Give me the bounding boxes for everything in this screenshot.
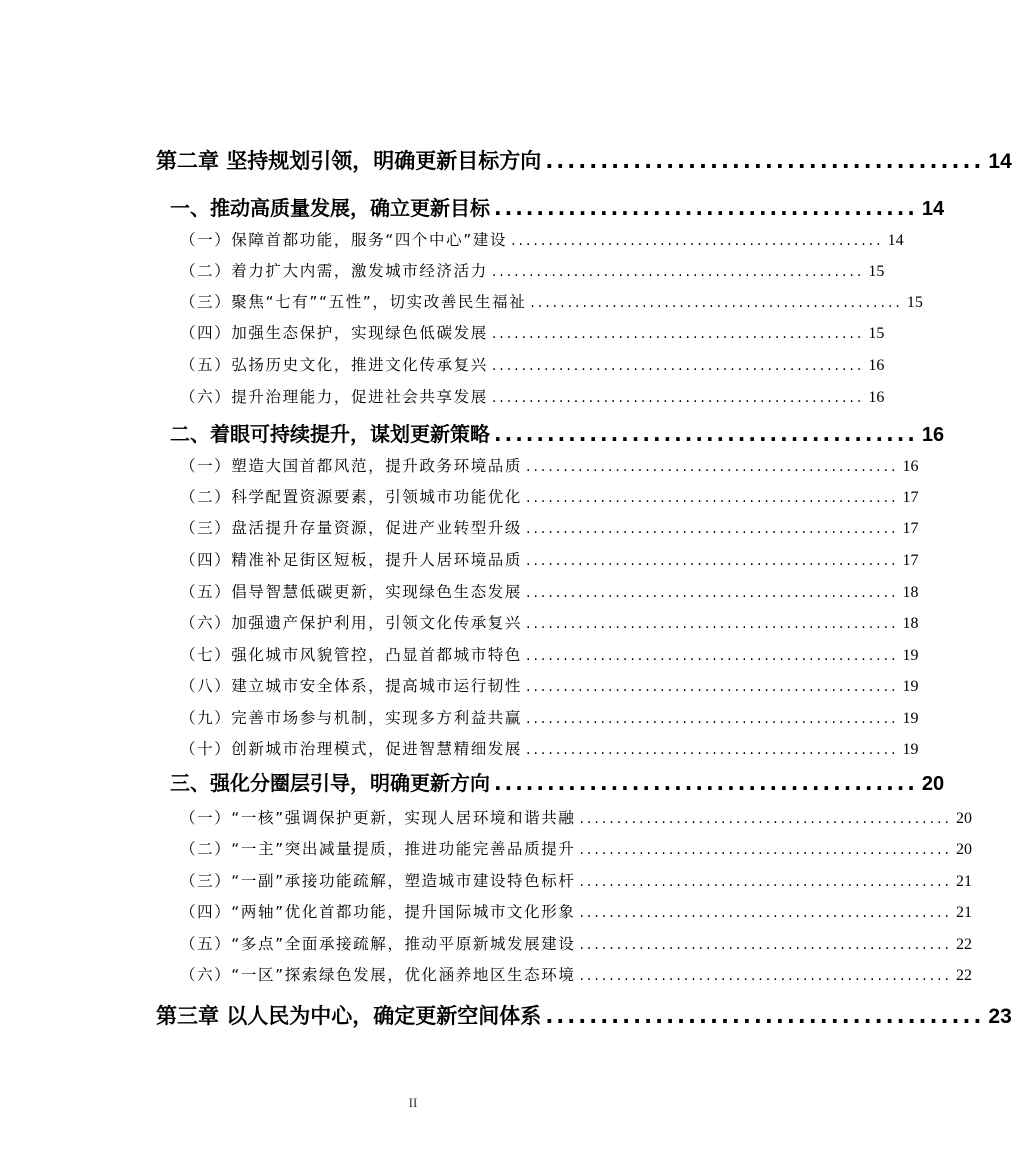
toc-entry-page: 22 — [955, 936, 972, 953]
toc-entry-title: （六）“一区”探索绿色发展，优化涵养地区生态环境 — [180, 966, 576, 984]
toc-entry-title: （一）“一核”强调保护更新，实现人居环境和谐共融 — [180, 809, 576, 827]
toc-entry-title: 第三章 以人民为中心，确定更新空间体系 — [156, 1004, 542, 1028]
toc-entry-page: 17 — [902, 489, 919, 506]
toc-leader-dots: .................................................. — [511, 233, 884, 249]
toc-item[interactable] — [180, 353, 885, 377]
toc-entry-title: 第二章 坚持规划引领，明确更新目标方向 — [156, 149, 542, 173]
toc-leader-dots: .................................................. — [526, 679, 899, 695]
toc-leader-dots: .................................................. — [579, 937, 952, 953]
toc-leader-dots: .................................................. — [579, 811, 952, 827]
toc-leader-dots: .................................................. — [526, 459, 899, 475]
toc-leader-dots: .................................................. — [526, 742, 899, 758]
toc-leader-dots: .................................................. — [579, 968, 952, 984]
toc-item[interactable] — [180, 643, 919, 667]
toc-entry-title: 三、强化分圈层引导，明确更新方向 — [170, 771, 490, 795]
toc-leader-dots: .................................................. — [579, 842, 952, 858]
toc-entry-page: 21 — [955, 904, 972, 921]
toc-entry-page: 18 — [902, 584, 919, 601]
toc-entry-title: （五）弘扬历史文化，推进文化传承复兴 — [180, 356, 488, 374]
toc-leader-dots: .................................................. — [579, 874, 952, 890]
toc-entry-page: 20 — [955, 810, 972, 827]
toc-item[interactable] — [180, 932, 972, 956]
toc-item[interactable] — [180, 228, 904, 252]
toc-entry-page: 19 — [902, 741, 919, 758]
toc-entry-title: （八）建立城市安全体系，提高城市运行韧性 — [180, 677, 523, 695]
toc-entry-title: （二）科学配置资源要素，引领城市功能优化 — [180, 488, 523, 506]
toc-entry-title: （四）精准补足街区短板，提升人居环境品质 — [180, 551, 523, 569]
toc-entry-page: 15 — [868, 325, 885, 342]
toc-leader-dots: .................................................. — [526, 553, 899, 569]
toc-leader-dots: .................................................. — [491, 326, 865, 342]
toc-entry-page: 21 — [955, 873, 972, 890]
toc-item[interactable] — [180, 737, 919, 761]
toc-entry-page: 15 — [906, 294, 923, 311]
toc-leader-dots: ........................................ — [494, 422, 918, 446]
toc-entry-page: 14 — [921, 198, 945, 220]
toc-item[interactable] — [180, 385, 885, 409]
toc-section-1[interactable] — [170, 192, 945, 220]
toc-item[interactable] — [180, 454, 919, 478]
toc-entry-title: （四）“两轴”优化首都功能，提升国际城市文化形象 — [180, 903, 576, 921]
toc-leader-dots: ........................................ — [545, 149, 985, 173]
toc-entry-page: 18 — [902, 615, 919, 632]
toc-entry-page: 22 — [955, 967, 972, 984]
toc-leader-dots: .................................................. — [526, 585, 899, 601]
toc-leader-dots: .................................................. — [491, 358, 865, 374]
toc-entry-page: 17 — [902, 520, 919, 537]
toc-entry-page: 16 — [902, 458, 919, 475]
toc-entry-title: （九）完善市场参与机制，实现多方利益共赢 — [180, 709, 523, 727]
toc-entry-page: 19 — [902, 710, 919, 727]
toc-entry-title: （五）倡导智慧低碳更新，实现绿色生态发展 — [180, 583, 523, 601]
toc-entry-title: （七）强化城市风貌管控，凸显首都城市特色 — [180, 646, 523, 664]
toc-leader-dots: .................................................. — [491, 264, 865, 280]
toc-item[interactable] — [180, 485, 919, 509]
toc-leader-dots: .................................................. — [491, 390, 865, 406]
toc-item[interactable] — [180, 516, 919, 540]
page-number-footer: II — [408, 1095, 418, 1110]
toc-entry-title: （十）创新城市治理模式，促进智慧精细发展 — [180, 740, 523, 758]
toc-item[interactable] — [180, 321, 885, 345]
toc-entry-title: （五）“多点”全面承接疏解，推动平原新城发展建设 — [180, 935, 576, 953]
toc-item[interactable] — [180, 706, 919, 730]
toc-item[interactable] — [180, 900, 972, 924]
toc-entry-page: 14 — [887, 232, 904, 249]
toc-leader-dots: .................................................. — [526, 616, 899, 632]
toc-leader-dots: .................................................. — [526, 521, 899, 537]
toc-section-3[interactable] — [170, 767, 945, 795]
toc-entry-page: 16 — [921, 424, 945, 446]
toc-item[interactable] — [180, 259, 885, 283]
toc-item[interactable] — [180, 674, 919, 698]
toc-entry-page: 20 — [955, 841, 972, 858]
toc-entry-title: （一）塑造大国首都风范，提升政务环境品质 — [180, 457, 523, 475]
toc-entry-title: 二、着眼可持续提升，谋划更新策略 — [170, 422, 490, 446]
toc-chapter-2[interactable] — [156, 145, 1012, 175]
toc-entry-title: （一）保障首都功能，服务“四个中心”建设 — [180, 231, 508, 249]
toc-entry-title: （三）聚焦“七有”“五性”，切实改善民生福祉 — [180, 293, 527, 311]
toc-chapter-3[interactable] — [156, 1000, 1012, 1030]
toc-leader-dots: .................................................. — [526, 490, 899, 506]
toc-entry-page: 20 — [921, 773, 945, 795]
toc-item[interactable] — [180, 806, 972, 830]
toc-entry-page: 14 — [988, 150, 1012, 173]
toc-item[interactable] — [180, 837, 972, 861]
toc-entry-title: （六）提升治理能力，促进社会共享发展 — [180, 388, 488, 406]
toc-leader-dots: ........................................ — [494, 771, 918, 795]
toc-entry-title: （二）着力扩大内需，激发城市经济活力 — [180, 262, 488, 280]
toc-item[interactable] — [180, 963, 972, 987]
toc-entry-page: 16 — [868, 357, 885, 374]
toc-entry-page: 17 — [902, 552, 919, 569]
toc-leader-dots: ........................................ — [545, 1004, 985, 1028]
toc-item[interactable] — [180, 548, 919, 572]
toc-item[interactable] — [180, 611, 919, 635]
toc-item[interactable] — [180, 869, 972, 893]
toc-item[interactable] — [180, 580, 919, 604]
toc-entry-page: 16 — [868, 389, 885, 406]
toc-entry-title: （六）加强遗产保护利用，引领文化传承复兴 — [180, 614, 523, 632]
toc-leader-dots: .................................................. — [526, 711, 899, 727]
toc-leader-dots: .................................................. — [526, 648, 899, 664]
toc-entry-page: 15 — [868, 263, 885, 280]
toc-entry-title: （二）“一主”突出减量提质，推进功能完善品质提升 — [180, 840, 576, 858]
toc-entry-title: （四）加强生态保护，实现绿色低碳发展 — [180, 324, 488, 342]
toc-leader-dots: .................................................. — [530, 295, 903, 311]
toc-entry-page: 19 — [902, 647, 919, 664]
toc-entry-page: 23 — [988, 1005, 1012, 1028]
toc-item[interactable] — [180, 290, 923, 314]
toc-section-2[interactable] — [170, 418, 945, 446]
toc-leader-dots: ........................................ — [494, 196, 918, 220]
toc-entry-title: 一、推动高质量发展，确立更新目标 — [170, 196, 490, 220]
toc-entry-title: （三）盘活提升存量资源，促进产业转型升级 — [180, 519, 523, 537]
toc-leader-dots: .................................................. — [579, 905, 952, 921]
toc-entry-page: 19 — [902, 678, 919, 695]
toc-entry-title: （三）“一副”承接功能疏解，塑造城市建设特色标杆 — [180, 872, 576, 890]
